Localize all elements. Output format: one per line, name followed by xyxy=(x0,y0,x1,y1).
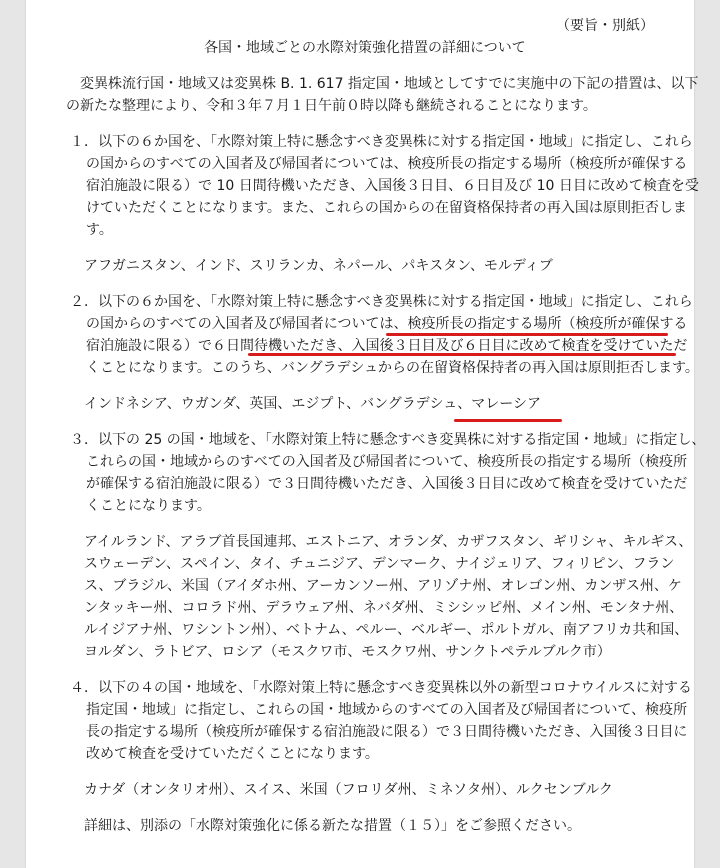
country-list: ヨルダン、ラトビア、ロシア（モスクワ市、モスクワ州、サンクトペテルブルク市） xyxy=(84,644,611,660)
red-underline-annotation xyxy=(248,353,676,356)
section-line: ４．以下の４の国・地域を、「水際対策上特に懸念すべき変異株以外の新型コロナウイルスに対する xyxy=(70,680,692,696)
section-line: が確保する宿泊施設に限る）で３日間待機いただき、入国後３日目に改めて検査を受けていただ xyxy=(86,476,688,492)
country-list: カナダ（オンタリオ州）、スイス、米国（フロリダ州、ミネソタ州）、ルクセンブルク xyxy=(84,782,613,798)
red-underline-annotation xyxy=(386,333,668,336)
footer-note: 詳細は、別添の「水際対策強化に係る新たな措置（１５）」をご参照ください。 xyxy=(84,818,581,834)
document-note: （要旨・別紙） xyxy=(556,18,654,34)
section-line: す。 xyxy=(86,222,113,238)
section-line: の国からのすべての入国者及び帰国者については、検疫所長の指定する場所（検疫所が確保する xyxy=(86,316,688,332)
country-list: アフガニスタン、インド、スリランカ、ネパール、パキスタン、モルディブ xyxy=(84,258,553,274)
section-line: ３．以下の 25 の国・地域を、「水際対策上特に懸念すべき変異株に対する指定国・地域」に指定し、 xyxy=(70,432,706,448)
section-line: １．以下の６か国を、「水際対策上特に懸念すべき変異株に対する指定国・地域」に指定し、これら xyxy=(70,134,693,150)
section-line: 宿泊施設に限る）で６日間待機いただき、入国後３日目及び６日目に改めて検査を受けていただ xyxy=(86,338,688,354)
country-list: スウェーデン、スペイン、タイ、チュニジア、デンマーク、ナイジェリア、フィリピン、フラン xyxy=(84,556,675,572)
country-list: インドネシア、ウガンダ、英国、エジプト、バングラデシュ、マレーシア xyxy=(84,396,541,412)
country-list: ルイジアナ州、ワシントン州）、ベトナム、ペルー、ベルギー、ポルトガル、南アフリカ共和国、 xyxy=(84,622,689,638)
section-line: 改めて検査を受けていただくことになります。 xyxy=(86,746,379,762)
section-line: 指定国・地域」に指定し、これらの国・地域からのすべての入国者及び帰国者について、検疫所 xyxy=(86,702,688,718)
section-line: これらの国・地域からのすべての入国者及び帰国者について、検疫所長の指定する場所（検疫所 xyxy=(86,454,688,470)
intro-line: の新たな整理により、令和３年７月１日午前０時以降も継続されることになります。 xyxy=(66,98,597,114)
section-line: くことになります。このうち、バングラデシュからの在留資格保持者の再入国は原則拒否します。 xyxy=(86,360,699,376)
section-line: ２．以下の６か国を、「水際対策上特に懸念すべき変異株に対する指定国・地域」に指定し、これら xyxy=(70,294,693,310)
section-line: 長の指定する場所（検疫所が確保する宿泊施設に限る）で３日間待機いただき、入国後３日目に xyxy=(86,724,688,740)
document-title: 各国・地域ごとの水際対策強化措置の詳細について xyxy=(204,40,526,56)
country-list: ンタッキー州、コロラド州、デラウェア州、ネバダ州、ミシシッピ州、メイン州、モンタナ州、 xyxy=(84,600,684,616)
red-underline-annotation xyxy=(454,419,562,422)
country-list: アイルランド、アラブ首長国連邦、エストニア、オランダ、カザフスタン、ギリシャ、キルギス、 xyxy=(84,534,693,550)
section-line: 宿泊施設に限る）で 10 日間待機いただき、入国後３日目、６日目及び 10 日目に改めて検査を受 xyxy=(86,178,699,194)
section-line: の国からのすべての入国者及び帰国者については、検疫所長の指定する場所（検疫所が確保する xyxy=(86,156,688,172)
section-line: くことになります。 xyxy=(86,498,211,514)
section-line: けていただくことになります。また、これらの国からの在留資格保持者の再入国は原則拒否しま xyxy=(86,200,687,216)
country-list: ス、ブラジル、米国（アイダホ州、アーカンソー州、アリゾナ州、オレゴン州、カンザス州、ケ xyxy=(84,578,682,594)
intro-line: 変異株流行国・地域又は変異株 B. 1. 617 指定国・地域としてすでに実施中の下記の措置は、以下 xyxy=(80,76,699,92)
document-page xyxy=(26,0,706,868)
